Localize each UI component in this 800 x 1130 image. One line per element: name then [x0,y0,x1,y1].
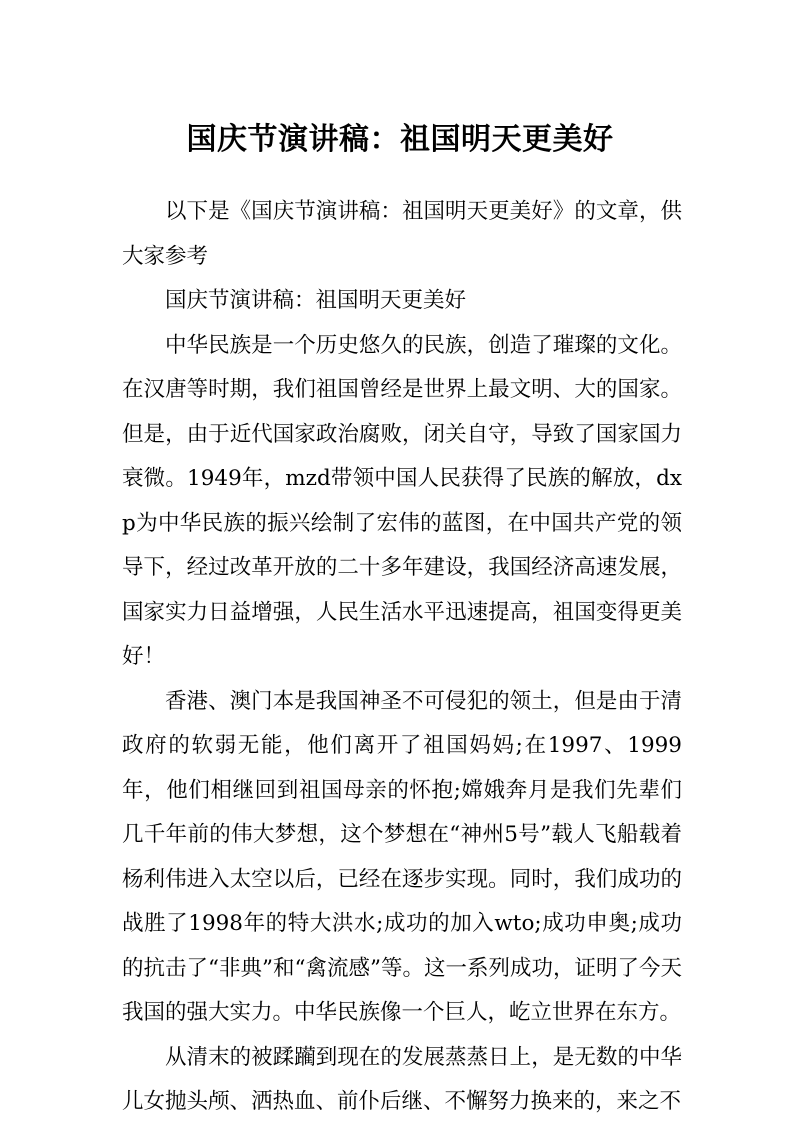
body-paragraph: 中华民族是一个历史悠久的民族，创造了璀璨的文化。在汉唐等时期，我们祖国曾经是世界上最文明、大的国家。但是，由于近代国家政治腐败，闭关自守，导致了国家国力衰微。1949年，mzd带领中国人民获得了民族的解放，dxp为中华民族的振兴绘制了宏伟的蓝图，在中国共产党的领导下，经过改革开放的二十多年建设，我国经济高速发展，国家实力日益增强，人民生活水平迅速提高，祖国变得更美好！ [122,332,682,669]
body-paragraph: 从清末的被蹂躏到现在的发展蒸蒸日上，是无数的中华儿女抛头颅、洒热血、前仆后继、不懈努力换来的，来之不 [122,1044,682,1114]
article-body [122,190,682,1125]
subtitle-paragraph: 国庆节演讲稿：祖国明天更美好 [165,288,467,313]
page-title: 国庆节演讲稿：祖国明天更美好 [186,122,614,158]
body-paragraph: 香港、澳门本是我国神圣不可侵犯的领土，但是由于清政府的软弱无能，他们离开了祖国妈妈;在1997、1999年，他们相继回到祖国母亲的怀抱;嫦娥奔月是我们先辈们几千年前的伟大梦想，这个梦想在“神州5号”载人飞船载着杨利伟进入太空以后，已经在逐步实现。同时，我们成功的战胜了1998年的特大洪水;成功的加入wto;成功申奥;成功的抗击了“非典”和“禽流感”等。这一系列成功，证明了今天我国的强大实力。中华民族像一个巨人，屹立世界在东方。 [122,688,682,1025]
intro-paragraph: 以下是《国庆节演讲稿：祖国明天更美好》的文章，供大家参考 [122,199,682,269]
